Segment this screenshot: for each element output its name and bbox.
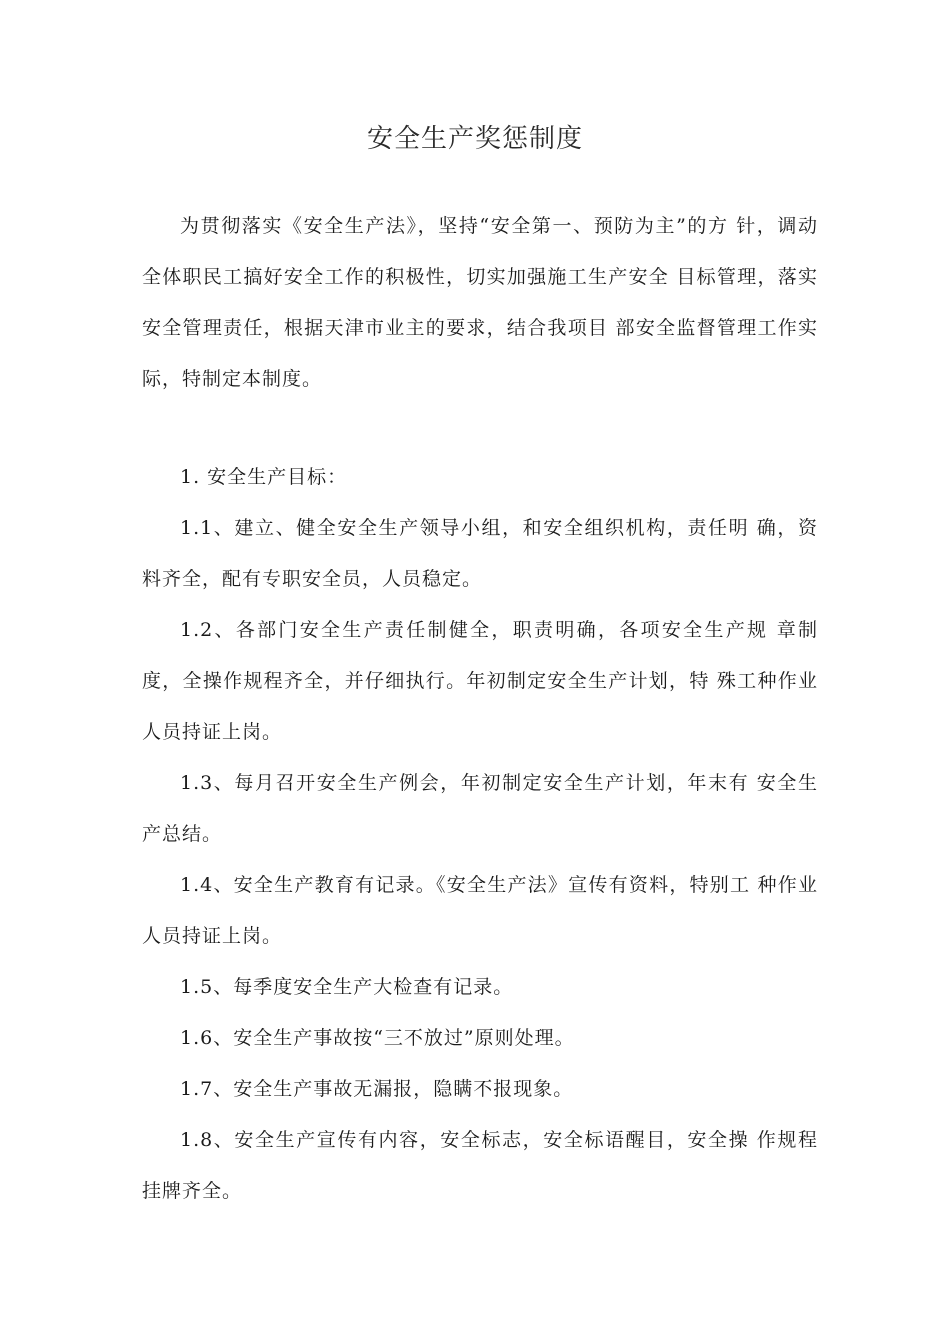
list-item: 1.3、每月召开安全生产例会，年初制定安全生产计划，年末有 安全生产总结。 <box>142 772 818 845</box>
intro-block <box>142 201 818 405</box>
list-item: 1.7、安全生产事故无漏报，隐瞒不报现象。 <box>180 1078 574 1100</box>
list-item: 1.5、每季度安全生产大检查有记录。 <box>180 976 514 998</box>
list-item: 1.4、安全生产教育有记录。《安全生产法》宣传有资料，特别工 种作业人员持证上岗。 <box>142 874 818 947</box>
list-item: 1.1、建立、健全安全生产领导小组，和安全组织机构，责任明 确，资料齐全，配有专职安全员，人员稳定。 <box>142 517 818 590</box>
list-item: 1.8、安全生产宣传有内容，安全标志，安全标语醒目，安全操 作规程挂牌齐全。 <box>142 1129 818 1202</box>
section-block <box>142 452 818 1217</box>
list-item: 1.2、各部门安全生产责任制健全，职责明确，各项安全生产规 章制度，全操作规程齐全，并仔细执行。年初制定安全生产计划，特 殊工种作业人员持证上岗。 <box>142 619 818 743</box>
intro-paragraph: 为贯彻落实《安全生产法》，坚持“安全第一、预防为主”的方 针，调动全体职民工搞好安全工作的积极性，切实加强施工生产安全 目标管理，落实安全管理责任，根据天津市业主的要求，结合我项目 部安全监督管理工作实际，特制定本制度。 <box>142 215 818 390</box>
document-title: 安全生产奖惩制度 <box>366 124 583 154</box>
list-item: 1.6、安全生产事故按“三不放过”原则处理。 <box>180 1027 575 1049</box>
section-heading: 1. 安全生产目标： <box>180 466 348 488</box>
